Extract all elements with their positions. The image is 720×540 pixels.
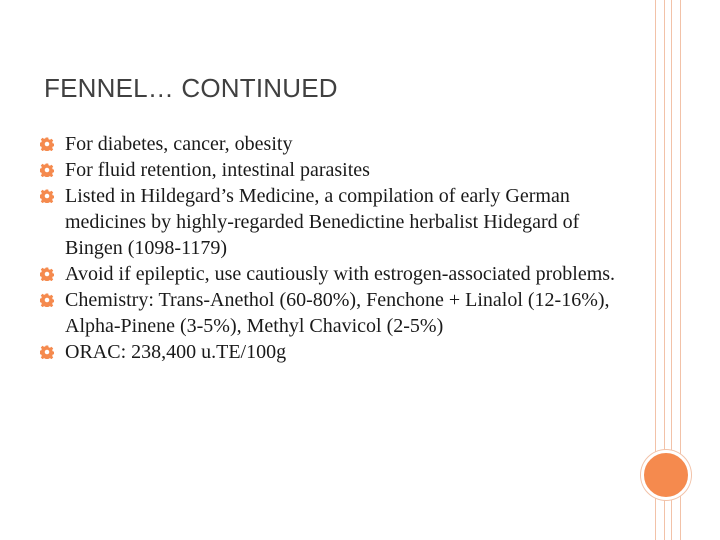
decorative-orange-circle (641, 450, 691, 500)
list-item (40, 157, 620, 183)
bullet-list (40, 131, 620, 365)
gear-icon (40, 345, 54, 359)
slide-title: FENNEL… CONTINUED (44, 73, 338, 103)
list-item-text: For fluid retention, intestinal parasites (65, 159, 370, 181)
list-item (40, 287, 620, 339)
list-item (40, 339, 620, 365)
list-item (40, 261, 620, 287)
gear-icon (40, 293, 54, 307)
gear-icon (40, 189, 54, 203)
gear-icon (40, 267, 54, 281)
list-item-text: Listed in Hildegard’s Medicine, a compilation of early German medicines by highly-regarded Benedictine herbalist Hidegard of Bingen (1098-1179) (65, 185, 580, 259)
list-item-text: Avoid if epileptic, use cautiously with estrogen-associated problems. (65, 263, 616, 285)
list-item-text: Chemistry: Trans-Anethol (60-80%), Fenchone + Linalol (12-16%), Alpha-Pinene (3-5%), Methyl Chavicol (2-5%) (65, 289, 610, 337)
list-item (40, 183, 620, 261)
gear-icon (40, 163, 54, 177)
list-item-text: ORAC: 238,400 u.TE/100g (65, 341, 287, 363)
list-item-text: For diabetes, cancer, obesity (65, 133, 293, 155)
list-item (40, 131, 620, 157)
gear-icon (40, 137, 54, 151)
